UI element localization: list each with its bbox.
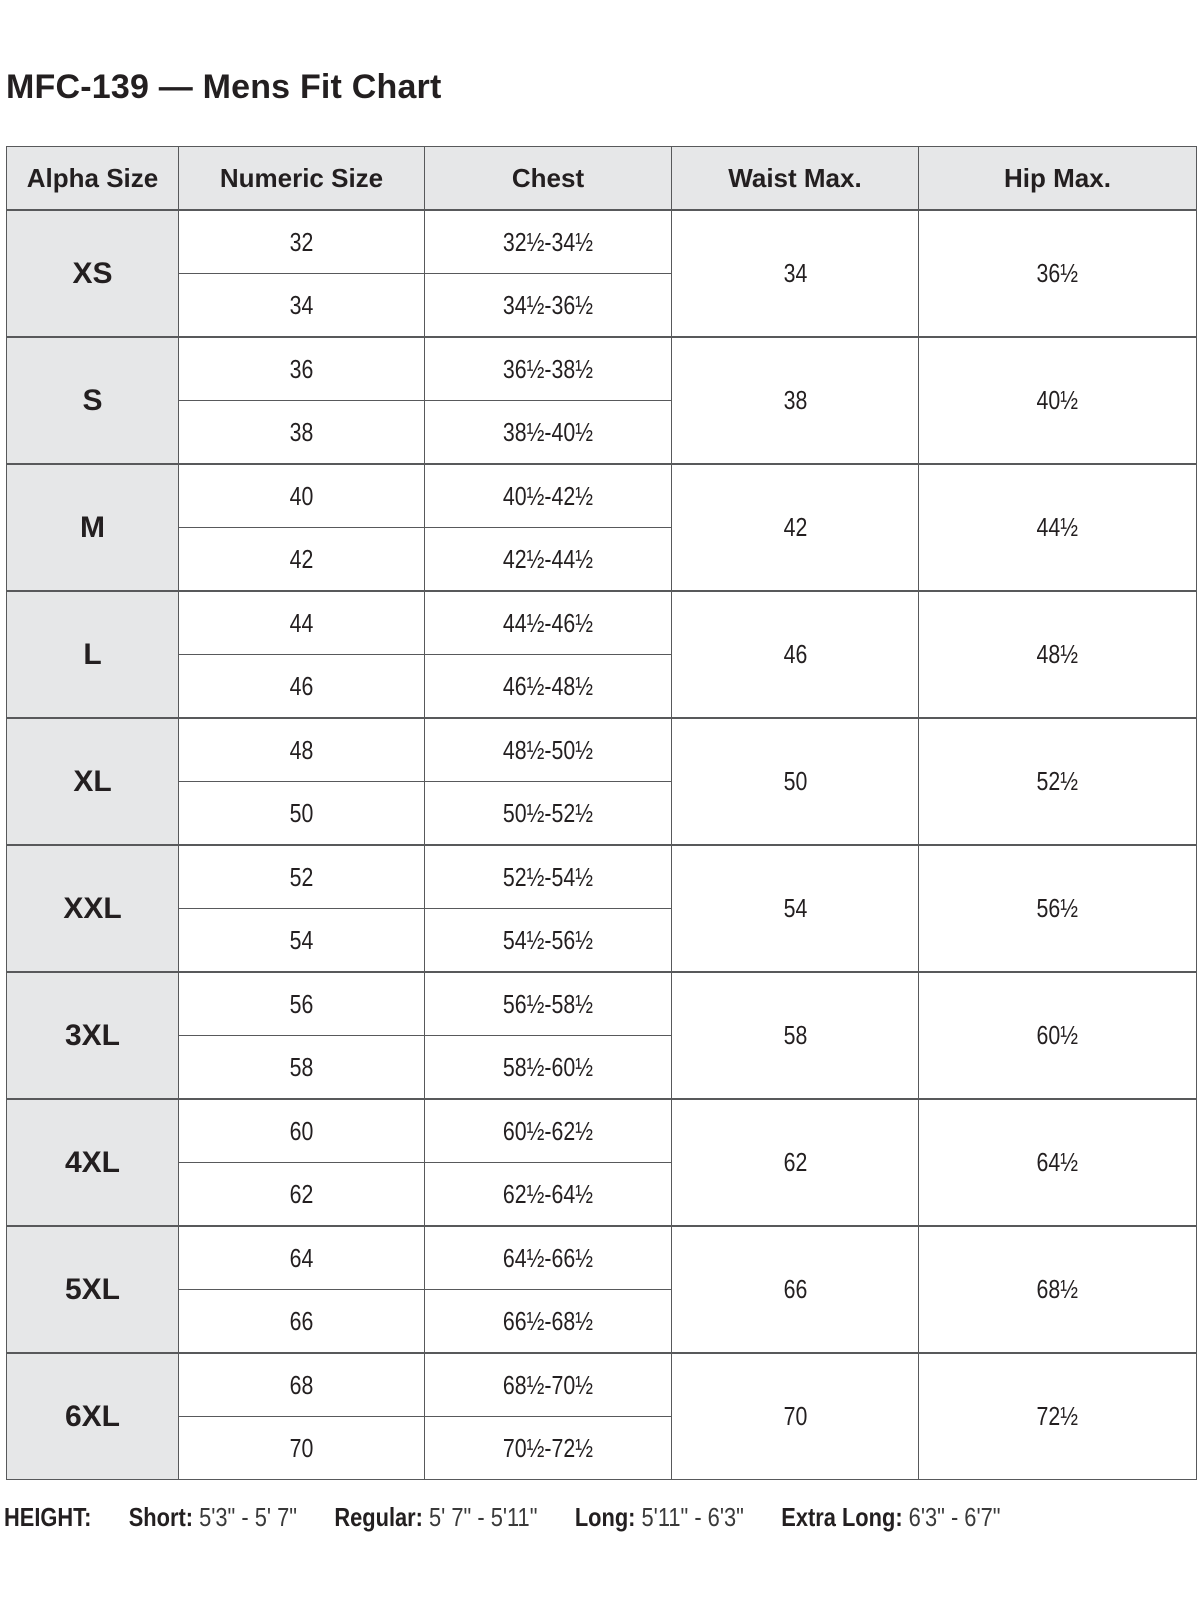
numeric-size-cell: 42	[179, 528, 425, 592]
height-extra-long: Extra Long: 6'3" - 6'7"	[781, 1502, 1001, 1532]
table-row	[7, 972, 1197, 1036]
table-row	[7, 1226, 1197, 1290]
chest-cell: 66½-68½	[425, 1290, 672, 1354]
alpha-size-cell: M	[7, 464, 179, 591]
chest-cell: 64½-66½	[425, 1226, 672, 1290]
numeric-size-cell: 64	[179, 1226, 425, 1290]
header-waist-max: Waist Max.	[672, 147, 919, 211]
table-row	[7, 210, 1197, 274]
chest-cell: 56½-58½	[425, 972, 672, 1036]
hip-max-cell: 68½	[919, 1226, 1197, 1353]
waist-max-cell: 70	[672, 1353, 919, 1480]
table-row	[7, 845, 1197, 909]
numeric-size-cell: 52	[179, 845, 425, 909]
chest-cell: 36½-38½	[425, 337, 672, 401]
chest-cell: 40½-42½	[425, 464, 672, 528]
height-long: Long: 5'11" - 6'3"	[574, 1502, 744, 1532]
hip-max-cell: 44½	[919, 464, 1197, 591]
chest-cell: 46½-48½	[425, 655, 672, 719]
table-row	[7, 1353, 1197, 1417]
waist-max-cell: 34	[672, 210, 919, 337]
alpha-size-cell: L	[7, 591, 179, 718]
chest-cell: 54½-56½	[425, 909, 672, 973]
alpha-size-cell: 6XL	[7, 1353, 179, 1480]
chest-cell: 50½-52½	[425, 782, 672, 846]
chest-cell: 58½-60½	[425, 1036, 672, 1100]
numeric-size-cell: 38	[179, 401, 425, 465]
header-chest: Chest	[425, 147, 672, 211]
chest-cell: 32½-34½	[425, 210, 672, 274]
waist-max-cell: 46	[672, 591, 919, 718]
table-row	[7, 337, 1197, 401]
alpha-size-cell: XL	[7, 718, 179, 845]
waist-max-cell: 62	[672, 1099, 919, 1226]
numeric-size-cell: 44	[179, 591, 425, 655]
chest-cell: 70½-72½	[425, 1417, 672, 1480]
alpha-size-cell: 4XL	[7, 1099, 179, 1226]
waist-max-cell: 50	[672, 718, 919, 845]
numeric-size-cell: 70	[179, 1417, 425, 1480]
waist-max-cell: 58	[672, 972, 919, 1099]
page-title: MFC-139 — Mens Fit Chart	[6, 68, 442, 106]
hip-max-cell: 40½	[919, 337, 1197, 464]
alpha-size-cell: 3XL	[7, 972, 179, 1099]
header-numeric-size: Numeric Size	[179, 147, 425, 211]
waist-max-cell: 42	[672, 464, 919, 591]
numeric-size-cell: 60	[179, 1099, 425, 1163]
numeric-size-cell: 40	[179, 464, 425, 528]
chest-cell: 60½-62½	[425, 1099, 672, 1163]
alpha-size-cell: XXL	[7, 845, 179, 972]
table-row	[7, 718, 1197, 782]
chest-cell: 48½-50½	[425, 718, 672, 782]
fit-chart-table	[6, 146, 1197, 1480]
chest-cell: 68½-70½	[425, 1353, 672, 1417]
numeric-size-cell: 36	[179, 337, 425, 401]
header-hip-max: Hip Max.	[919, 147, 1197, 211]
numeric-size-cell: 48	[179, 718, 425, 782]
height-label: HEIGHT:	[4, 1502, 92, 1532]
numeric-size-cell: 32	[179, 210, 425, 274]
waist-max-cell: 66	[672, 1226, 919, 1353]
height-regular: Regular: 5' 7" - 5'11"	[334, 1502, 538, 1532]
numeric-size-cell: 62	[179, 1163, 425, 1227]
waist-max-cell: 54	[672, 845, 919, 972]
alpha-size-cell: 5XL	[7, 1226, 179, 1353]
waist-max-cell: 38	[672, 337, 919, 464]
hip-max-cell: 36½	[919, 210, 1197, 337]
alpha-size-cell: S	[7, 337, 179, 464]
chest-cell: 34½-36½	[425, 274, 672, 338]
hip-max-cell: 60½	[919, 972, 1197, 1099]
chest-cell: 52½-54½	[425, 845, 672, 909]
table-header-row	[7, 147, 1197, 211]
chest-cell: 42½-44½	[425, 528, 672, 592]
chest-cell: 38½-40½	[425, 401, 672, 465]
fit-chart-body	[7, 210, 1197, 1480]
numeric-size-cell: 46	[179, 655, 425, 719]
hip-max-cell: 56½	[919, 845, 1197, 972]
numeric-size-cell: 58	[179, 1036, 425, 1100]
table-row	[7, 591, 1197, 655]
numeric-size-cell: 68	[179, 1353, 425, 1417]
hip-max-cell: 72½	[919, 1353, 1197, 1480]
numeric-size-cell: 66	[179, 1290, 425, 1354]
chest-cell: 62½-64½	[425, 1163, 672, 1227]
height-guide	[4, 1502, 1001, 1533]
numeric-size-cell: 56	[179, 972, 425, 1036]
header-alpha-size: Alpha Size	[7, 147, 179, 211]
numeric-size-cell: 54	[179, 909, 425, 973]
height-short: Short: 5'3" - 5' 7"	[128, 1502, 298, 1532]
hip-max-cell: 48½	[919, 591, 1197, 718]
hip-max-cell: 52½	[919, 718, 1197, 845]
hip-max-cell: 64½	[919, 1099, 1197, 1226]
table-row	[7, 464, 1197, 528]
numeric-size-cell: 34	[179, 274, 425, 338]
table-row	[7, 1099, 1197, 1163]
chest-cell: 44½-46½	[425, 591, 672, 655]
alpha-size-cell: XS	[7, 210, 179, 337]
numeric-size-cell: 50	[179, 782, 425, 846]
